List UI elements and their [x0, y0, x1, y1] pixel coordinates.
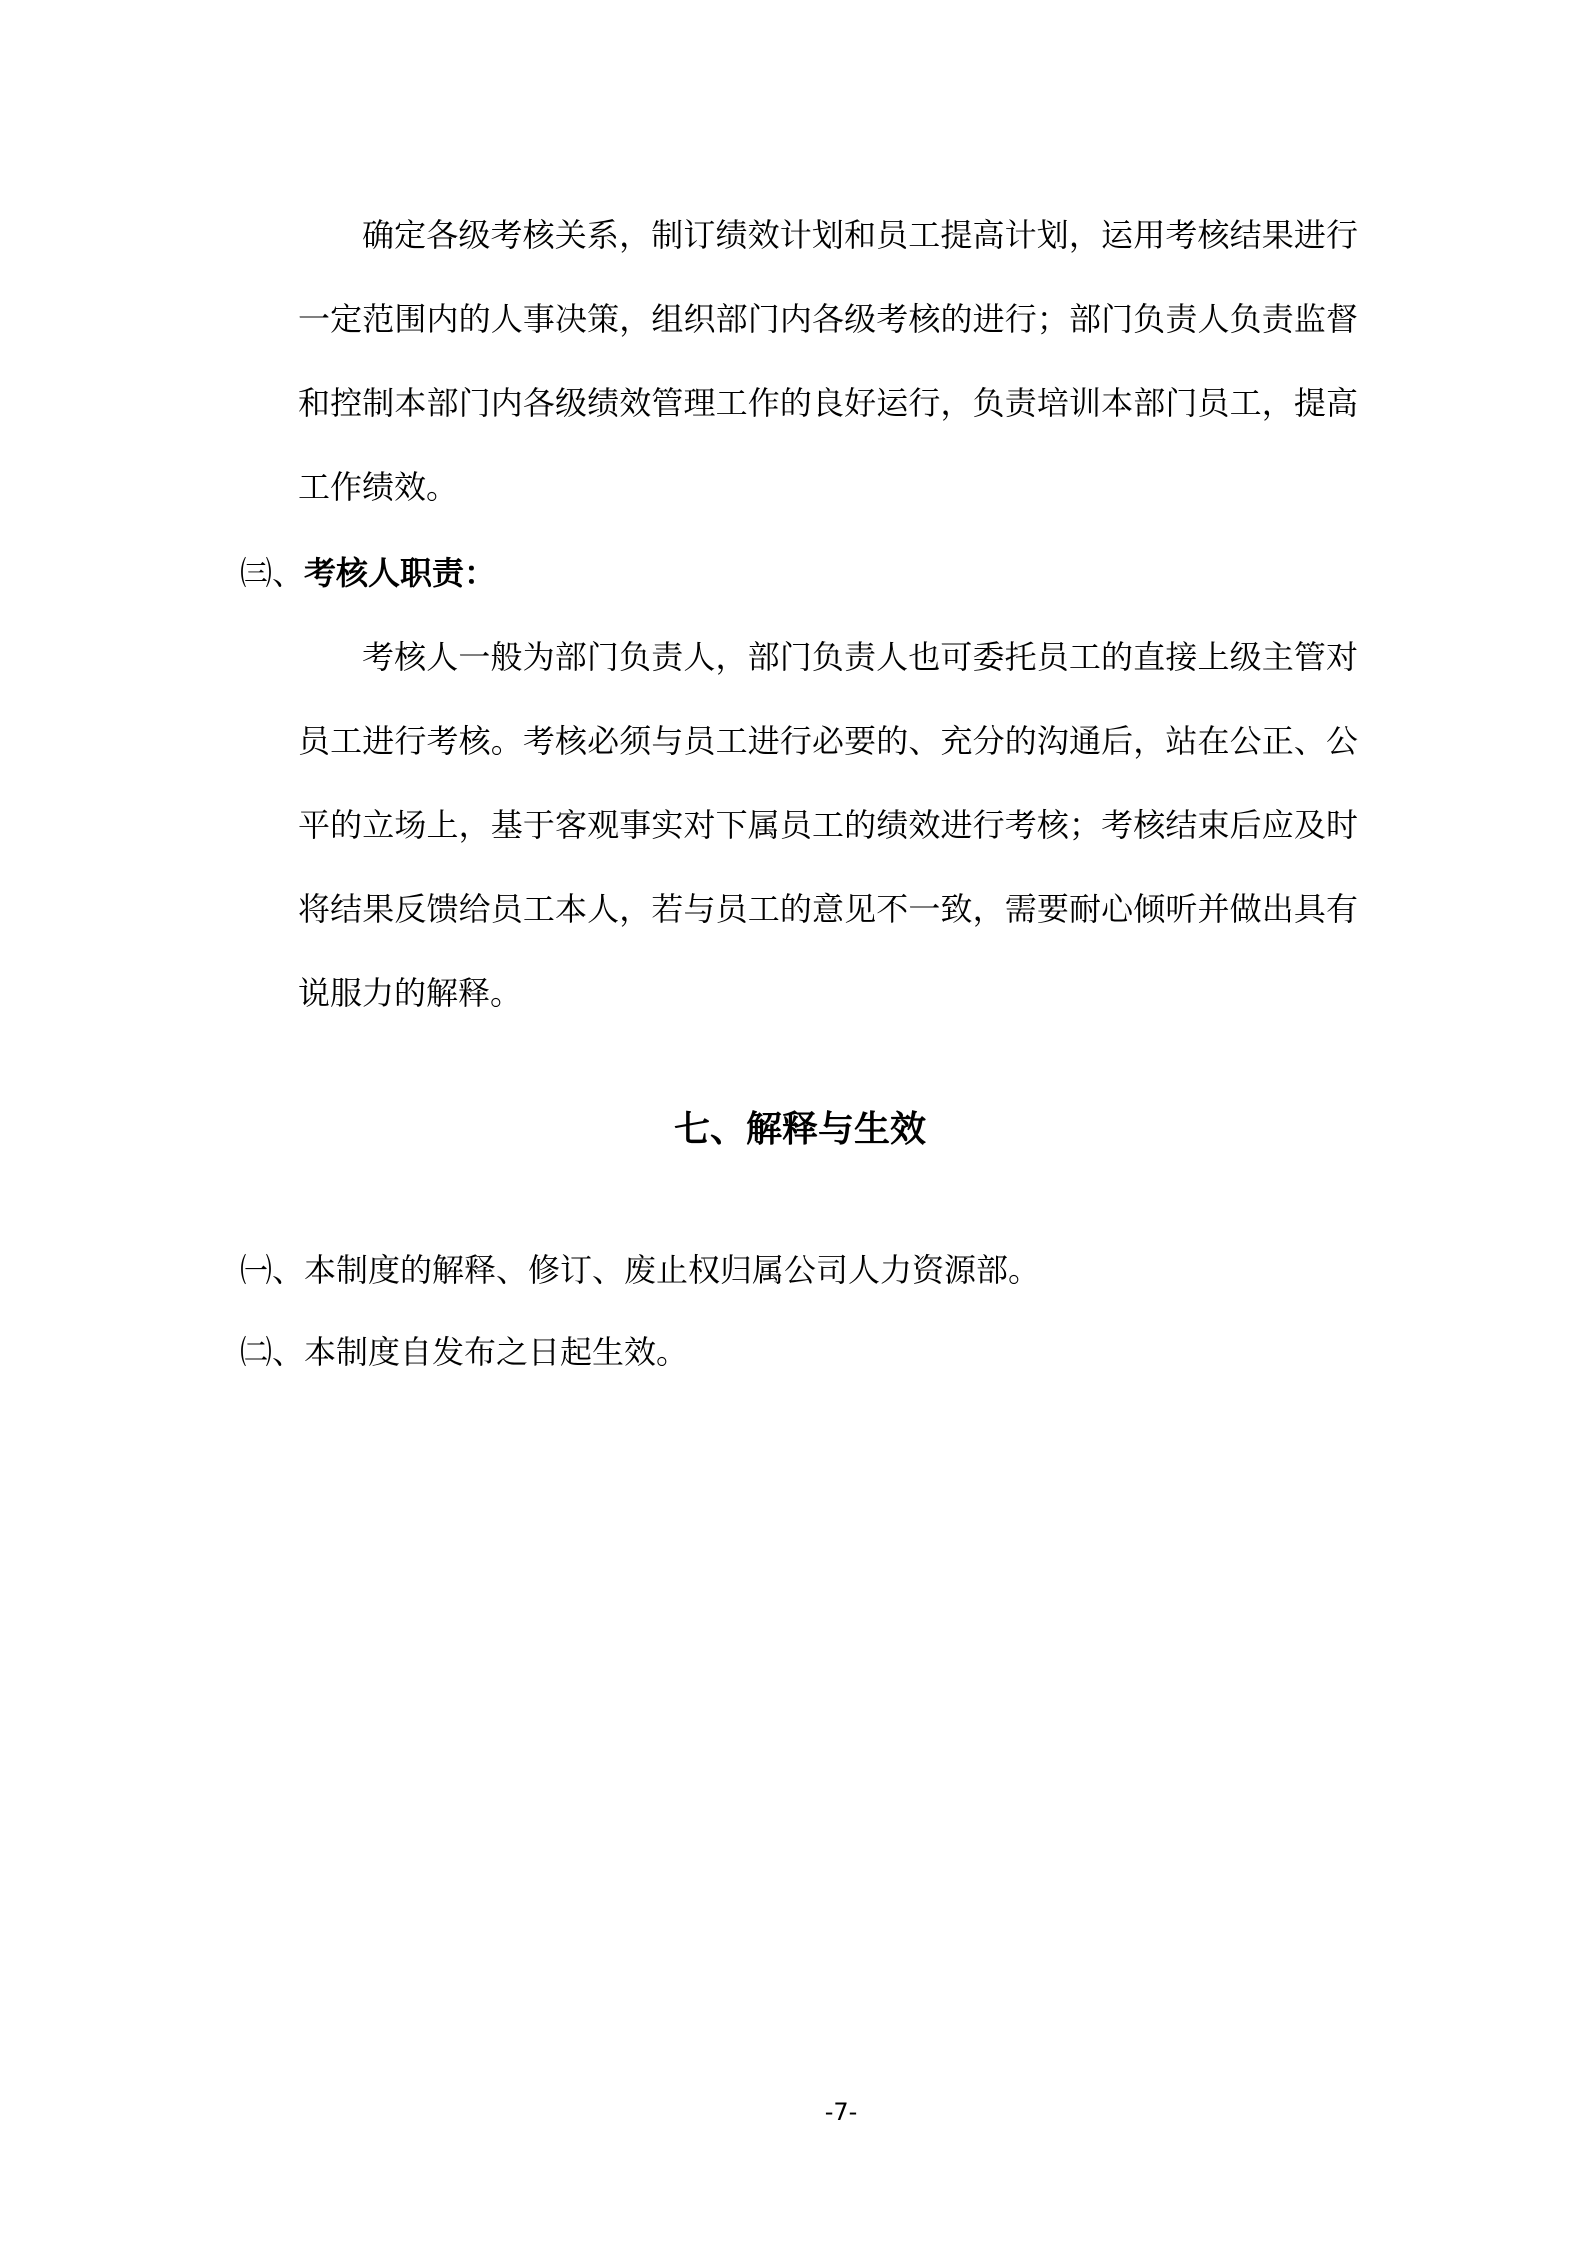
list-marker: ㈠、 [240, 1251, 305, 1289]
paragraph-evaluation-responsibilities: 确定各级考核关系，制订绩效计划和员工提高计划，运用考核结果进行一定范围内的人事决策，组织部门内各级考核的进行；部门负责人负责监督和控制本部门内各级绩效管理工作的良好运行，负责培训本部门员工，提高工作绩效。 [298, 216, 1358, 506]
subsection-heading-evaluator-duties [240, 531, 496, 615]
section-title: 七、解释与生效 [673, 1109, 926, 1150]
page-number: -7- [824, 2098, 858, 2126]
list-text: 本制度自发布之日起生效。 [304, 1333, 689, 1371]
list-text: 本制度的解释、修订、废止权归属公司人力资源部。 [304, 1251, 1041, 1289]
subsection-title: 考核人职责： [304, 554, 497, 592]
paragraph-evaluator-duties: 考核人一般为部门负责人，部门负责人也可委托员工的直接上级主管对员工进行考核。考核必须与员工进行必要的、充分的沟通后，站在公正、公平的立场上，基于客观事实对下属员工的绩效进行考核；考核结束后应及时将结果反馈给员工本人，若与员工的意见不一致，需要耐心倾听并做出具有说服力的解释。 [298, 638, 1358, 1012]
subsection-marker: ㈢、 [240, 554, 305, 592]
list-item [240, 1228, 1040, 1312]
list-marker: ㈡、 [240, 1333, 305, 1371]
list-item [240, 1310, 688, 1394]
